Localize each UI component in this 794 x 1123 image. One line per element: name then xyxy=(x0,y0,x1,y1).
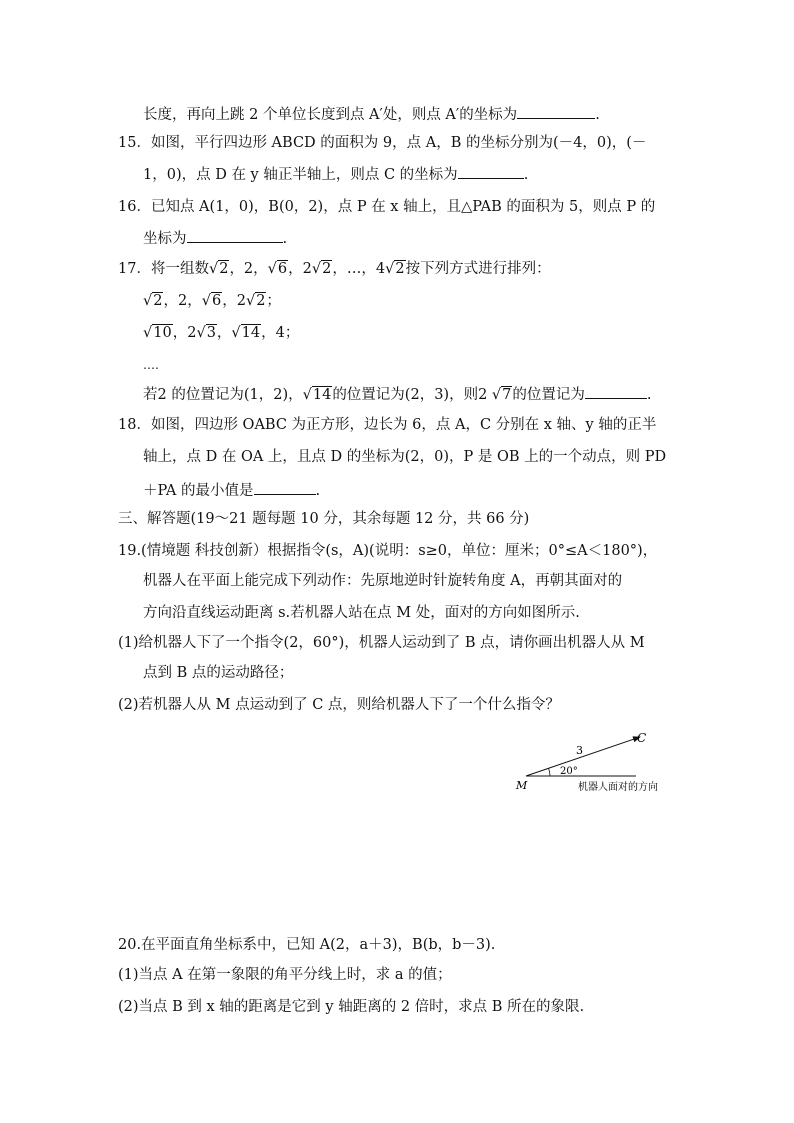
q17-prefix: 17．将一组数 xyxy=(118,261,209,277)
q18-text-1: 18．如图，四边形 OABC 为正方形，边长为 6，点 A，C 分别在 x 轴、y 轴的正半 xyxy=(118,417,657,433)
q18-text-2: 轴上，点 D 在 OA 上，且点 D 的坐标为(2，0)，P 是 OB 上的一个动点，则 PD xyxy=(143,449,667,465)
q20-part1 xyxy=(118,965,452,985)
row2-sep-d: ， xyxy=(216,325,232,341)
row2-sep-b: ，2 xyxy=(172,325,197,341)
row1-end: ； xyxy=(266,293,281,309)
q19-part1-line2 xyxy=(143,663,293,683)
q20-text: 20.在平面直角坐标系中，已知 A(2，a＋3)，B(b，b－3). xyxy=(118,937,496,953)
row1-sep-d: ，2 xyxy=(222,293,246,309)
row2-sqrt-e: √14 xyxy=(231,325,261,341)
q19-text-2: 机器人在平面上能完成下列动作：先原地逆时针旋转角度 A，再朝其面对的 xyxy=(143,573,623,589)
q16-line1 xyxy=(118,197,655,217)
q20-part2 xyxy=(118,997,584,1017)
label-c: C xyxy=(637,731,647,745)
answer-blank-14[interactable] xyxy=(517,103,595,119)
q19-line3 xyxy=(143,603,580,623)
answer-blank-16[interactable] xyxy=(187,227,283,243)
q17-sep-1: ，2， xyxy=(229,261,268,277)
q19-part1-text-2: 点到 B 点的运动路径； xyxy=(143,665,294,681)
q17-ellipsis xyxy=(143,355,159,375)
q19-part1-line1 xyxy=(118,633,645,653)
sqrt-14: √14 xyxy=(302,387,332,403)
row1-sqrt-c: √6 xyxy=(201,293,222,309)
row2-sqrt-c: √3 xyxy=(196,325,216,341)
angle-arc xyxy=(549,768,551,776)
row2-sqrt-a: √10 xyxy=(143,325,172,341)
q20-part1-text: (1)当点 A 在第一象限的角平分线上时，求 a 的值； xyxy=(118,967,452,983)
q17-last-a: 若2 的位置记为(1，2)， xyxy=(143,387,303,403)
q16-line2: 坐标为 . xyxy=(143,227,287,249)
q19-part2-text: (2)若机器人从 M 点运动到了 C 点，则给机器人下了一个什么指令？ xyxy=(118,697,560,713)
q19-part2 xyxy=(118,695,560,715)
q19-line1 xyxy=(118,541,657,561)
q15-line2: 1，0)，点 D 在 y 轴正半轴上，则点 C 的坐标为 . xyxy=(143,163,528,185)
q17-line1 xyxy=(118,259,551,279)
sqrt-2: √2 xyxy=(208,261,229,277)
row1-sep-b: ，2， xyxy=(163,293,202,309)
label-distance: 3 xyxy=(576,744,583,757)
q19-line2 xyxy=(143,571,622,591)
q17-last: 若2 的位置记为(1，2)，√14的位置记为(2，3)，则2 √7的位置记为 . xyxy=(143,383,652,405)
q17-sep-2: ，2 xyxy=(288,261,312,277)
q19-part1-text-1: (1)给机器人下了一个指令(2，60°)，机器人运动到了 B 点，请你画出机器人从 M xyxy=(118,635,645,651)
label-facing-direction: 机器人面对的方向 xyxy=(578,782,658,793)
q17-row1 xyxy=(143,291,281,311)
row1-sqrt-e: √2 xyxy=(245,293,266,309)
q20-part2-text: (2)当点 B 到 x 轴的距离是它到 y 轴距离的 2 倍时，求点 B 所在的象限. xyxy=(118,999,585,1015)
answer-blank-18[interactable] xyxy=(254,479,316,495)
sqrt-7: √7 xyxy=(491,387,512,403)
path-to-c-arrow xyxy=(526,737,640,776)
ellipsis-text: …. xyxy=(143,358,159,372)
q15-text-2: 1，0)，点 D 在 y 轴正半轴上，则点 C 的坐标为 xyxy=(143,167,458,183)
q15-line1 xyxy=(118,133,646,153)
q19-text-3: 方向沿直线运动距离 s.若机器人站在点 M 处，面对的方向如图所示. xyxy=(143,605,580,621)
answer-blank-15[interactable] xyxy=(458,163,524,179)
robot-direction-figure xyxy=(508,728,688,798)
q14-text: 长度，再向上跳 2 个单位长度到点 A′处，则点 A′的坐标为 xyxy=(143,107,518,123)
q17-last-e: 的位置记为 xyxy=(512,387,585,403)
q20-line xyxy=(118,935,495,955)
q16-text-2: 坐标为 xyxy=(143,231,187,247)
q18-line2 xyxy=(143,447,666,467)
row1-sqrt-a: √2 xyxy=(143,293,163,309)
label-angle: 20° xyxy=(560,766,578,777)
q18-line1 xyxy=(118,415,656,435)
sqrt-2c: √2 xyxy=(385,261,405,277)
q17-suffix: 按下列方式进行排列： xyxy=(405,261,551,277)
q16-text-1: 16．已知点 A(1，0)，B(0，2)，点 P 在 x 轴上，且△PAB 的面积为 5，则点 P 的 xyxy=(118,199,656,215)
q18-text-3: ＋PA 的最小值是 xyxy=(143,483,254,499)
q15-text-1: 15．如图，平行四边形 ABCD 的面积为 9，点 A，B 的坐标分别为(－4，0)，(－ xyxy=(118,135,647,151)
label-m: M xyxy=(516,779,528,792)
section-3-heading xyxy=(118,509,529,529)
q18-line3: ＋PA 的最小值是 . xyxy=(143,479,320,501)
row2-end: ，4； xyxy=(261,325,300,341)
q17-last-c: 的位置记为(2，3)，则2 xyxy=(332,387,492,403)
answer-blank-17[interactable] xyxy=(585,383,647,399)
q17-row2 xyxy=(143,323,299,343)
section-3-text: 三、解答题(19～21 题每题 10 分，其余每题 12 分，共 66 分) xyxy=(118,511,530,527)
sqrt-2b: √2 xyxy=(311,261,332,277)
q19-text-1: 19.(情境题 科技创新）根据指令(s，A)(说明：s≥0，单位：厘米；0°≤A＜180°)， xyxy=(118,543,658,559)
q14-continuation: 长度，再向上跳 2 个单位长度到点 A′处，则点 A′的坐标为 . xyxy=(143,103,600,125)
sqrt-6: √6 xyxy=(267,261,288,277)
q17-sep-3: ，…，4 xyxy=(332,261,386,277)
